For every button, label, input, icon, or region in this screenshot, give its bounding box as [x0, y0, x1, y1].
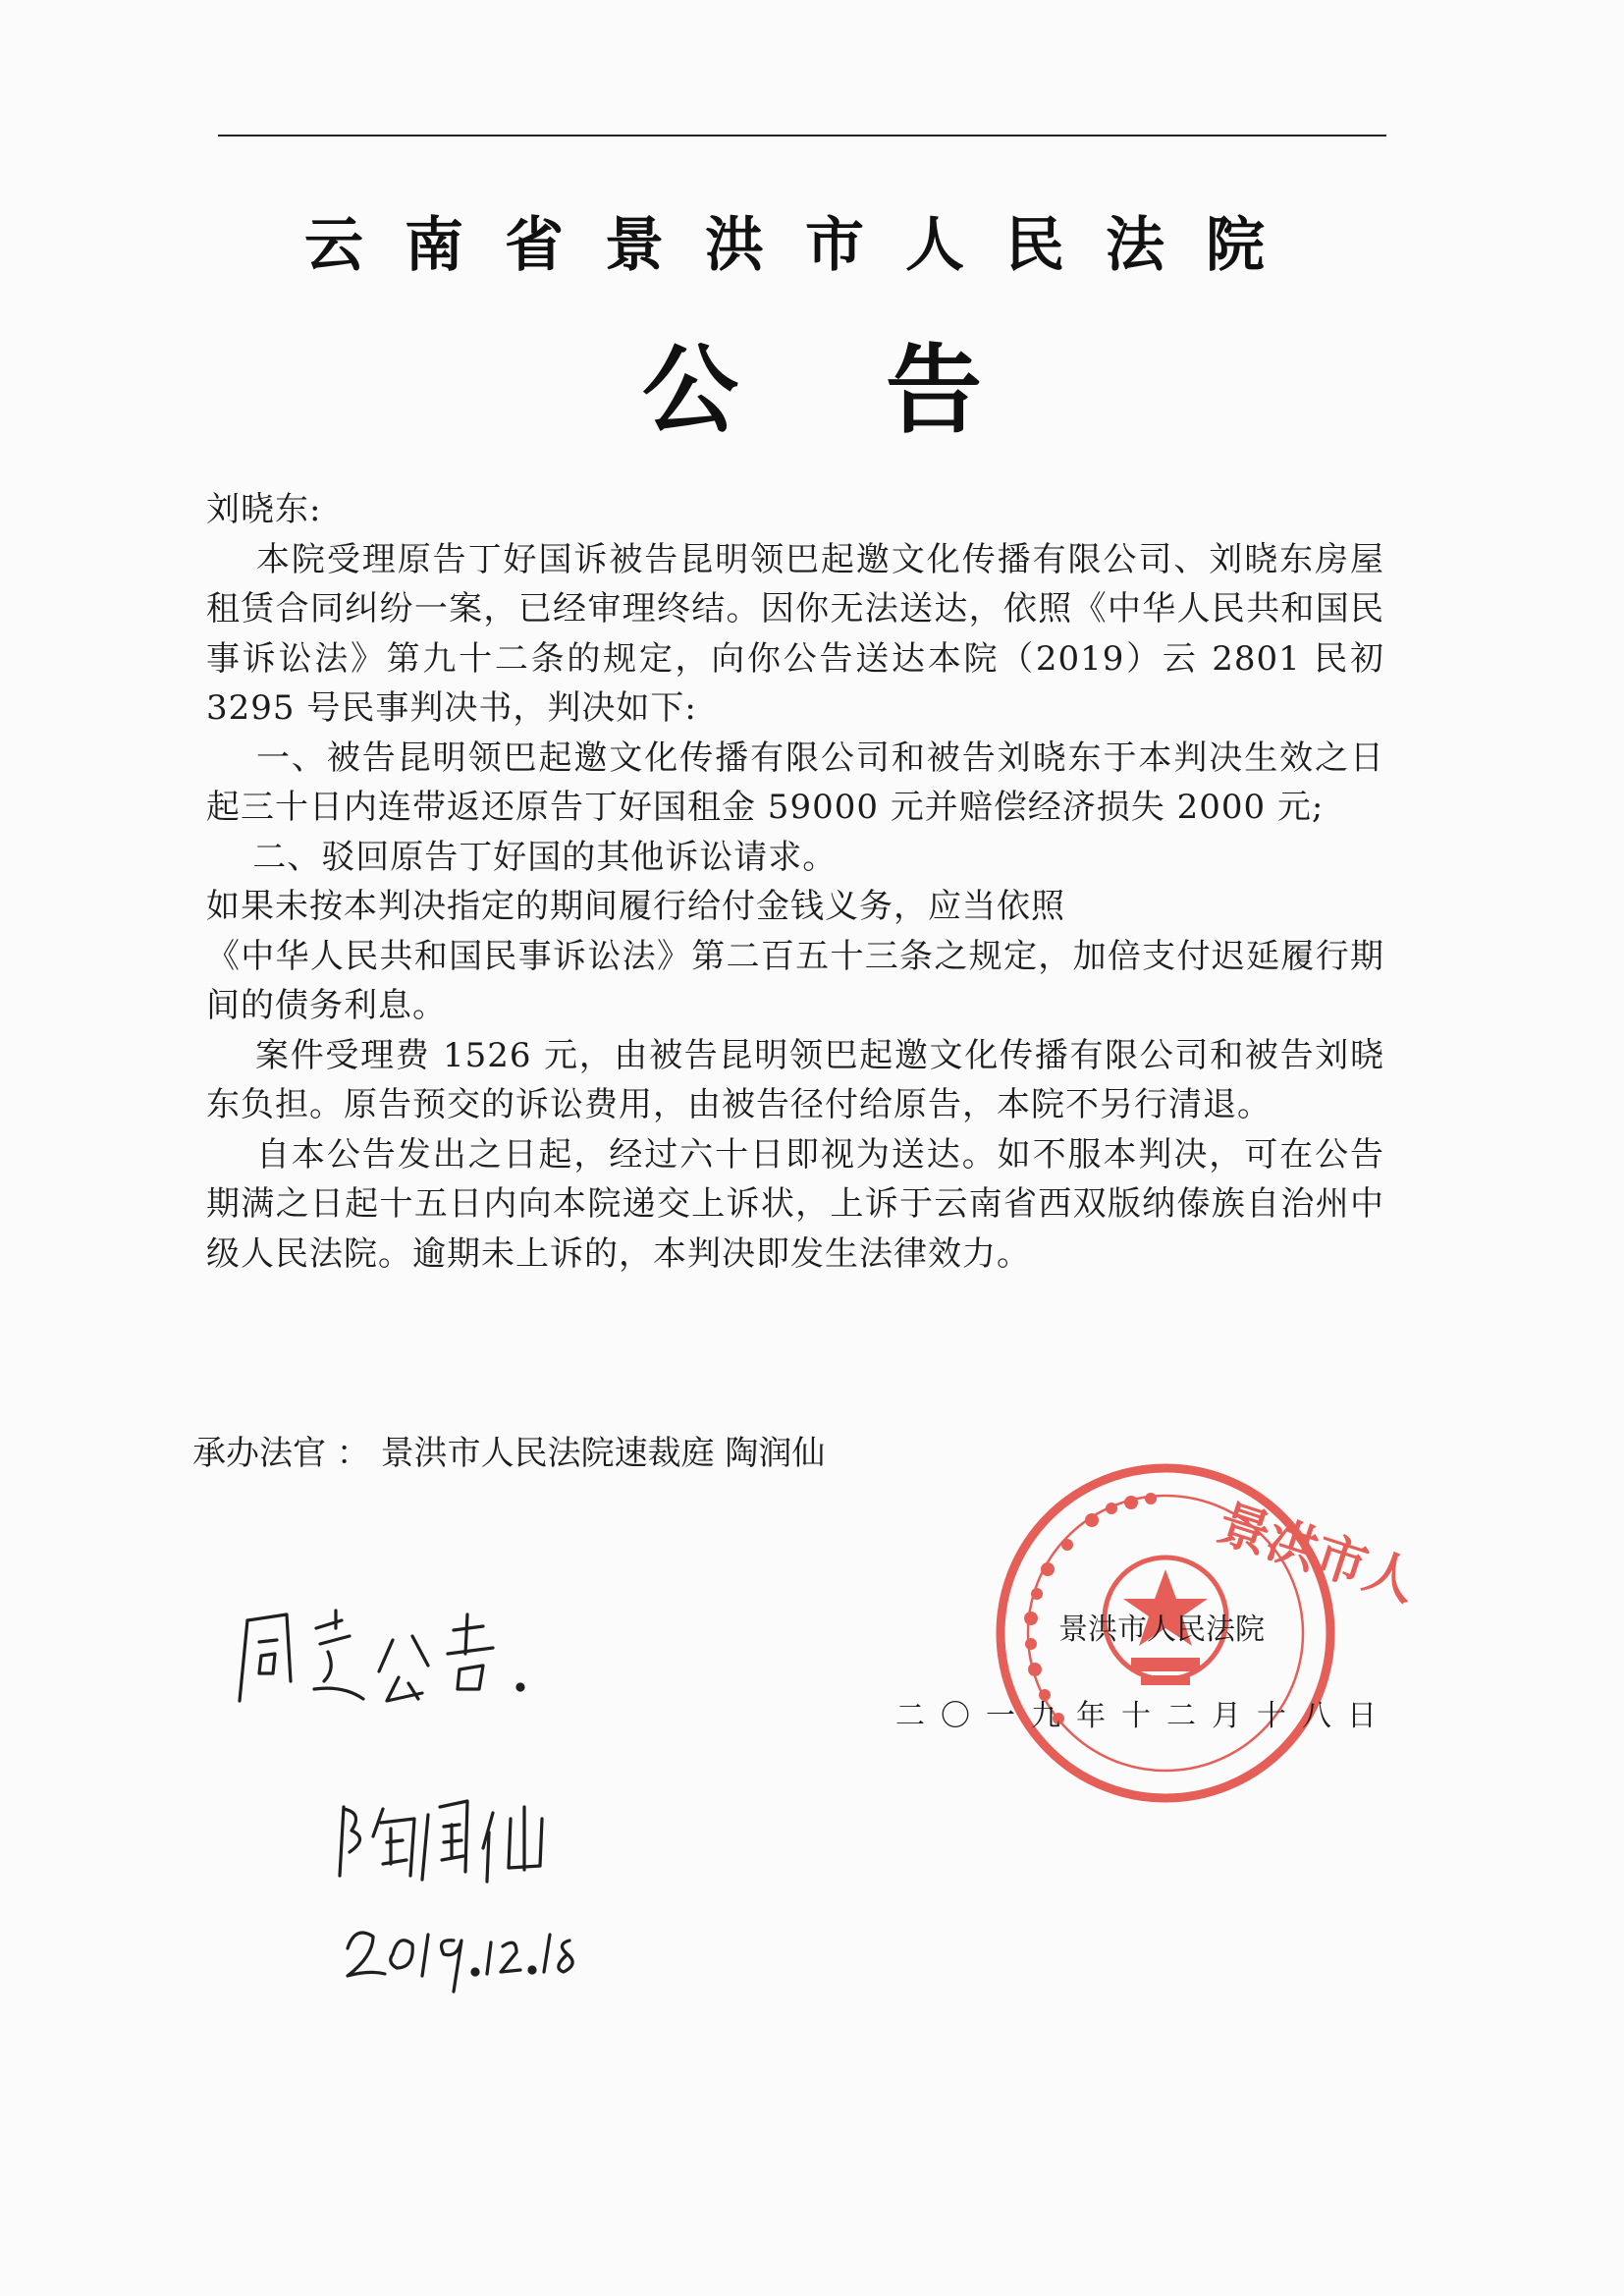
notice-body — [206, 485, 1396, 1279]
seal-court-label: 景洪市人民法院 — [1058, 1613, 1265, 1647]
body-paragraph: 案件受理费 1526 元，由被告昆明领巴起邀文化传播有限公司和被告刘晓东负担。原告预交的诉讼费用，由被告径付给原告，本院不另行清退。 — [206, 1035, 1385, 1124]
judge-signature-line: 承办法官 ： 景洪市人民法院速裁庭 陶润仙 — [192, 1434, 826, 1473]
issue-date: 二〇一九年十二月十八日 — [895, 1699, 1392, 1733]
body-paragraph: 二、驳回原告丁好国的其他诉讼请求。 — [206, 837, 838, 877]
body-paragraph: 一、被告昆明领巴起邀文化传播有限公司和被告刘晓东于本判决生效之日起三十日内连带返还原告丁好国租金 59000 元并赔偿经济损失 2000 元; — [206, 738, 1385, 827]
seal-arc-text: 景洪市人 — [1210, 1493, 1424, 1613]
court-name-heading: 云南省景洪市人民法院 — [304, 211, 1306, 280]
body-paragraph: 《中华人民共和国民事诉讼法》第二百五十三条之规定，加倍支付迟延履行期间的债务利息。 — [206, 936, 1384, 1025]
body-paragraph: 如果未按本判决指定的期间履行给付金钱义务，应当依照 — [206, 887, 1065, 926]
body-paragraph: 自本公告发出之日起，经过六十日即视为送达。如不服本判决，可在公告期满之日起十五日内向本院递交上诉状，上诉于云南省西双版纳傣族自治州中级人民法院。逾期未上诉的，本判决即发生法律效力。 — [206, 1134, 1385, 1274]
handwritten-approval-signature — [226, 1591, 677, 2013]
top-rule-divider — [218, 135, 1386, 137]
body-paragraph: 本院受理原告丁好国诉被告昆明领巴起邀文化传播有限公司、刘晓东房屋租赁合同纠纷一案，已经审理终结。因你无法送达，依照《中华人民共和国民事诉讼法》第九十二条的规定，向你公告送达本院（2019）云 2801 民初 3295 号民事判决书，判决如下: — [206, 539, 1396, 728]
addressee: 刘晓东: — [206, 490, 322, 529]
document-title: 公告 — [641, 335, 1129, 447]
